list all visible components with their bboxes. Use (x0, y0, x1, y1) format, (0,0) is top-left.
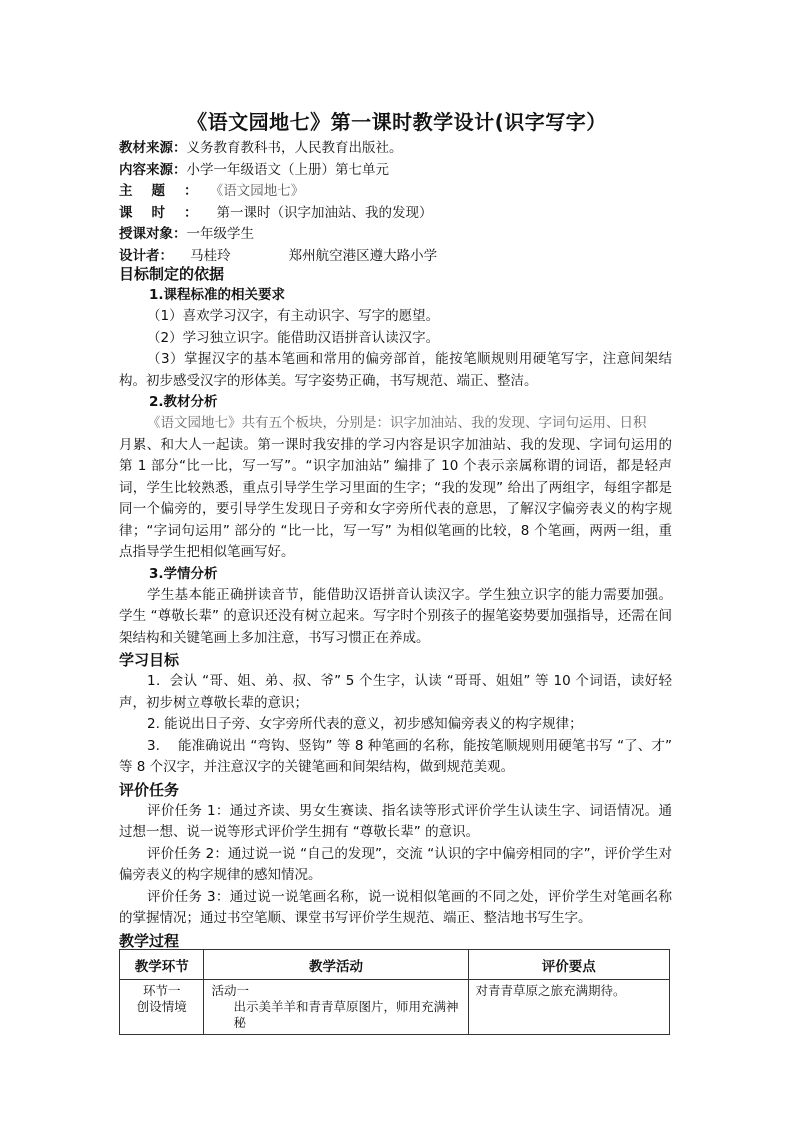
objective-item-3: 3. 能准确说出 “弯钩、竖钩” 等 8 种笔画的名称，能按笔顺规则用硬笔书写 “了、才” 等 8 个汉字，并注意汉字的关键笔画和间架结构，做到规范美观。 (119, 737, 672, 775)
meta-audience-label: 授课对象： (119, 226, 187, 242)
meta-period-label: 课时： (119, 204, 217, 221)
column-header-evaluation: 评价要点 (468, 950, 669, 980)
meta-audience (119, 224, 679, 246)
column-header-activity: 教学活动 (204, 950, 468, 980)
standard-item-3: （3）掌握汉字的基本笔画和常用的偏旁部首，能按笔顺规则用硬笔写字，注意间架结构。初步感受汉字的形体美。写字姿势正确，书写规范、端正、整洁。 (119, 351, 672, 389)
standard-item-2: （2）学习独立识字。能借助汉语拼音认读汉字。 (147, 329, 440, 346)
meta-designer-label: 设计者： (119, 247, 173, 264)
objective-item-1: 1．会认 “哥、姐、弟、叔、爷” 5 个生字，认读 “哥哥、姐姐” 等 10 个词语，读好轻声，初步树立尊敬长辈的意识； (119, 673, 672, 711)
meta-topic-value: 《语文园地七》 (216, 183, 305, 199)
student-analysis: 学生基本能正确拼读音节，能借助汉语拼音认读汉字。学生独立识字的能力需要加强。学生 “尊敬长辈” 的意识还没有树立起来。写字时个别孩子的握笔姿势要加强指导，还需在间架结构和关键笔画上多加注意，书写习惯正在养成。 (119, 586, 672, 646)
meta-source (119, 138, 679, 160)
student-heading: 3.学情分析 (149, 565, 218, 582)
column-header-stage: 教学环节 (120, 950, 204, 980)
standard-heading: 1.课程标准的相关要求 (149, 287, 286, 303)
basis-heading: 目标制定的依据 (119, 265, 225, 283)
stage-cell (120, 980, 204, 1035)
meta-block (119, 138, 679, 267)
activity-title: 活动一 (211, 983, 249, 998)
textbook-intro: 《语文园地七》共有五个板块，分别是：识字加油站、我的发现、字词句运用、日积 (147, 415, 647, 431)
table-row (120, 980, 670, 1035)
evaluation-cell (468, 980, 669, 1035)
meta-designer-value: 马桂玲 (190, 247, 231, 264)
stage-line-2: 创设情境 (136, 999, 187, 1014)
table-header-row (120, 950, 670, 980)
document-title: 《语文园地七》第一课时教学设计(识字写字） (187, 110, 607, 134)
meta-period (119, 203, 679, 225)
evaluation-item-3: 评价任务 3：通过说一说笔画名称，说一说相似笔画的不同之处，评价学生对笔画名称的掌握情况；通过书空笔顺、课堂书写评价学生规范、端正、整洁地书写生字。 (119, 888, 672, 926)
activity-cell (204, 980, 468, 1035)
process-table (119, 949, 670, 1035)
meta-topic (119, 181, 679, 203)
meta-audience-value: 一年级学生 (186, 226, 254, 242)
objective-item-2: 2. 能说出日子旁、女字旁所代表的意义，初步感知偏旁表义的构字规律； (147, 716, 583, 732)
meta-school: 郑州航空港区遵大路小学 (288, 247, 438, 264)
objectives-heading: 学习目标 (119, 651, 180, 669)
meta-source-label: 教材来源： (119, 140, 187, 156)
textbook-heading: 2.教材分析 (149, 394, 218, 410)
textbook-analysis: 月累、和大人一起读。第一课时我安排的学习内容是识字加油站、我的发现、字词句运用的第 1 部分“比一比，写一写”。“识字加油站” 编排了 10 个表示亲属称谓的词语，都是轻声词，学生比较熟悉，重点引导学生学习里面的生字；“我的发现” 给出了两组字，每组字都是同一个偏旁的，要引导学生发现日子旁和女字旁所代表的意思，了解汉字偏旁表义的构字规律；“字词句运用” 部分的 “比一比，写一写” 为相似笔画的比较，8 个笔画，两两一组，重点指导学生把相似笔画写好。 (119, 436, 672, 560)
meta-content-value: 小学一年级语文（上册）第七单元 (186, 161, 389, 178)
meta-source-value: 义务教育教科书，人民教育出版社。 (186, 140, 403, 156)
evaluation-heading: 评价任务 (119, 780, 180, 799)
meta-topic-label: 主题： (119, 183, 217, 199)
meta-period-value: 第一课时（识字加油站、我的发现） (216, 204, 433, 221)
standard-item-1: （1）喜欢学习汉字，有主动识字、写字的愿望。 (147, 308, 440, 324)
activity-text: 出示美羊羊和青青草原图片，师用充满神秘 (233, 999, 459, 1030)
evaluation-item-2: 评价任务 2：通过说一说 “自己的发现”，交流 “认识的字中偏旁相同的字”，评价学生对偏旁表义的构字规律的感知情况。 (119, 845, 672, 883)
evaluation-item-1: 评价任务 1：通过齐读、男女生赛读、指名读等形式评价学生认读生字、词语情况。通过想一想、说一说等形式评价学生拥有 “尊敬长辈” 的意识。 (119, 802, 672, 840)
document-body (119, 263, 672, 952)
evaluation-point: 对青青草原之旅充满期待。 (475, 983, 626, 998)
meta-content-label: 内容来源： (119, 161, 187, 178)
process-heading: 教学过程 (119, 931, 180, 950)
stage-line-1: 环节一 (142, 983, 181, 998)
meta-content (119, 160, 679, 182)
